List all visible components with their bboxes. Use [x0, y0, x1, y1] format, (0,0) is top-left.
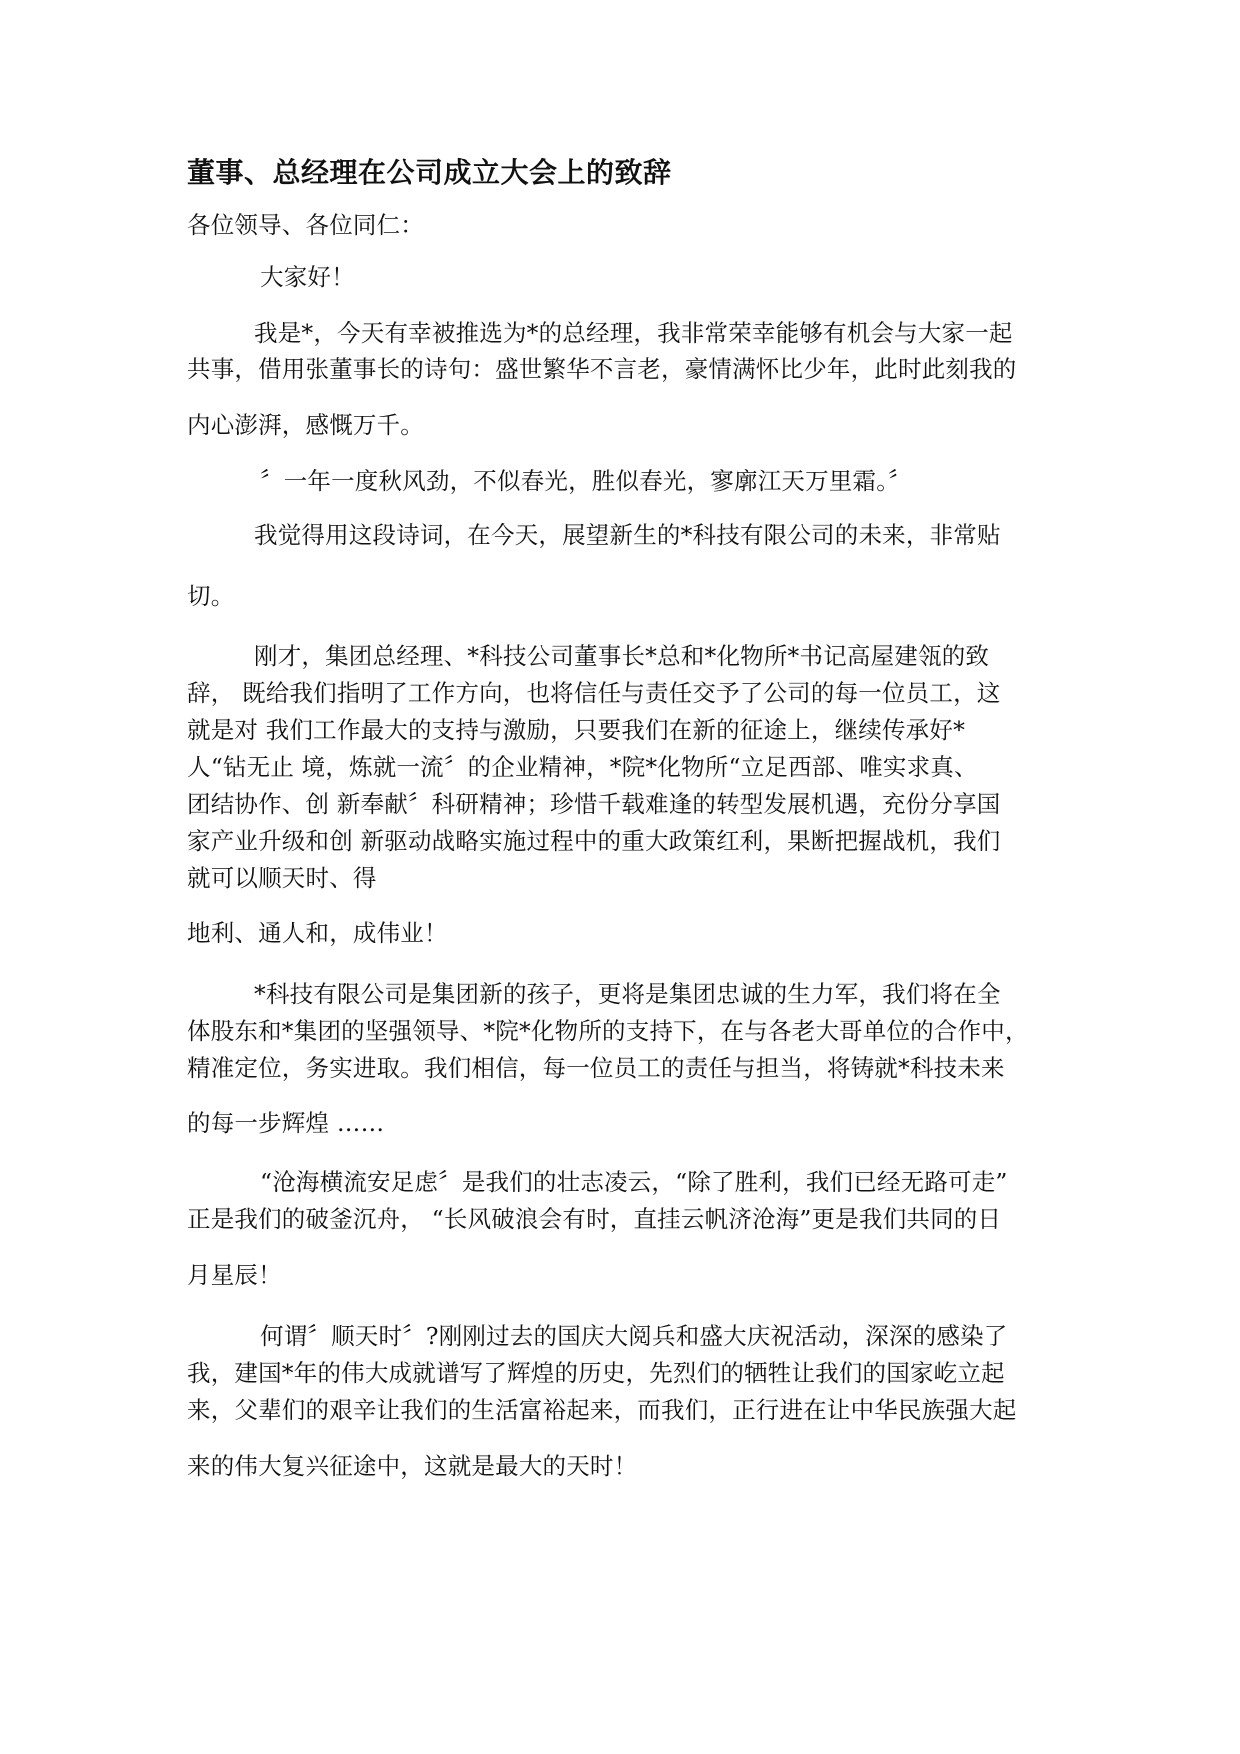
poem-quote: 〞一年一度秋风劲，不似春光，胜似春光，寥廓江天万里霜。〞	[260, 467, 912, 495]
text-line: 就可以顺天时、得	[187, 864, 377, 892]
text-line: *科技有限公司是集团新的孩子，更将是集团忠诚的生力军，我们将在全	[254, 980, 1001, 1008]
text-line: 何谓〞顺天时〞?刚刚过去的国庆大阅兵和盛大庆祝活动，深深的感染了	[260, 1322, 1008, 1350]
text-line: 就是对 我们工作最大的支持与激励，只要我们在新的征途上，继续传承好*	[187, 716, 966, 744]
text-line: 来，父辈们的艰辛让我们的生活富裕起来，而我们，正行进在让中华民族强大起	[187, 1396, 1017, 1424]
text-line: 精准定位，务实进取。我们相信，每一位员工的责任与担当，将铸就*科技未来	[187, 1054, 1005, 1082]
document-title: 董事、总经理在公司成立大会上的致辞	[187, 156, 672, 189]
salutation: 各位领导、各位同仁：	[187, 211, 424, 239]
text-line: 辞， 既给我们指明了工作方向，也将信任与责任交予了公司的每一位员工，这	[187, 679, 1001, 707]
text-line: 体股东和*集团的坚强领导、*院*化物所的支持下，在与各老大哥单位的合作中，	[187, 1017, 1029, 1045]
text-line: 月星辰！	[187, 1261, 282, 1289]
text-line: 地利、通人和，成伟业！	[187, 919, 448, 947]
text-line: 人“钻无止 境，炼就一流〞的企业精神，*院*化物所“立足西部、唯实求真、	[187, 753, 978, 781]
text-line: 的每一步辉煌 ……	[187, 1109, 385, 1137]
text-line: 我是*，今天有幸被推选为*的总经理，我非常荣幸能够有机会与大家一起	[254, 319, 1013, 347]
greeting: 大家好！	[260, 263, 355, 291]
text-line: 内心澎湃，感慨万千。	[187, 411, 424, 439]
text-line: “沧海横流安足虑〞是我们的壮志凌云，“除了胜利，我们已经无路可走”	[260, 1168, 1008, 1196]
text-line: 家产业升级和创 新驱动战略实施过程中的重大政策红利，果断把握战机，我们	[187, 827, 1001, 855]
text-line: 刚才，集团总经理、*科技公司董事长*总和*化物所*书记高屋建瓴的致	[254, 642, 990, 670]
text-line: 切。	[187, 582, 235, 610]
text-line: 来的伟大复兴征途中，这就是最大的天时！	[187, 1452, 638, 1480]
text-line: 共事，借用张董事长的诗句：盛世繁华不言老，豪情满怀比少年，此时此刻我的	[187, 355, 1017, 383]
text-line: 我觉得用这段诗词，在今天，展望新生的*科技有限公司的未来，非常贴	[254, 521, 1001, 549]
text-line: 正是我们的破釜沉舟， “长风破浪会有时，直挂云帆济沧海”更是我们共同的日	[187, 1205, 1002, 1233]
text-line: 团结协作、创 新奉献〞科研精神；珍惜千载难逢的转型发展机遇，充份分享国	[187, 790, 1001, 818]
text-line: 我，建国*年的伟大成就谱写了辉煌的历史，先烈们的牺牲让我们的国家屹立起	[187, 1359, 1005, 1387]
